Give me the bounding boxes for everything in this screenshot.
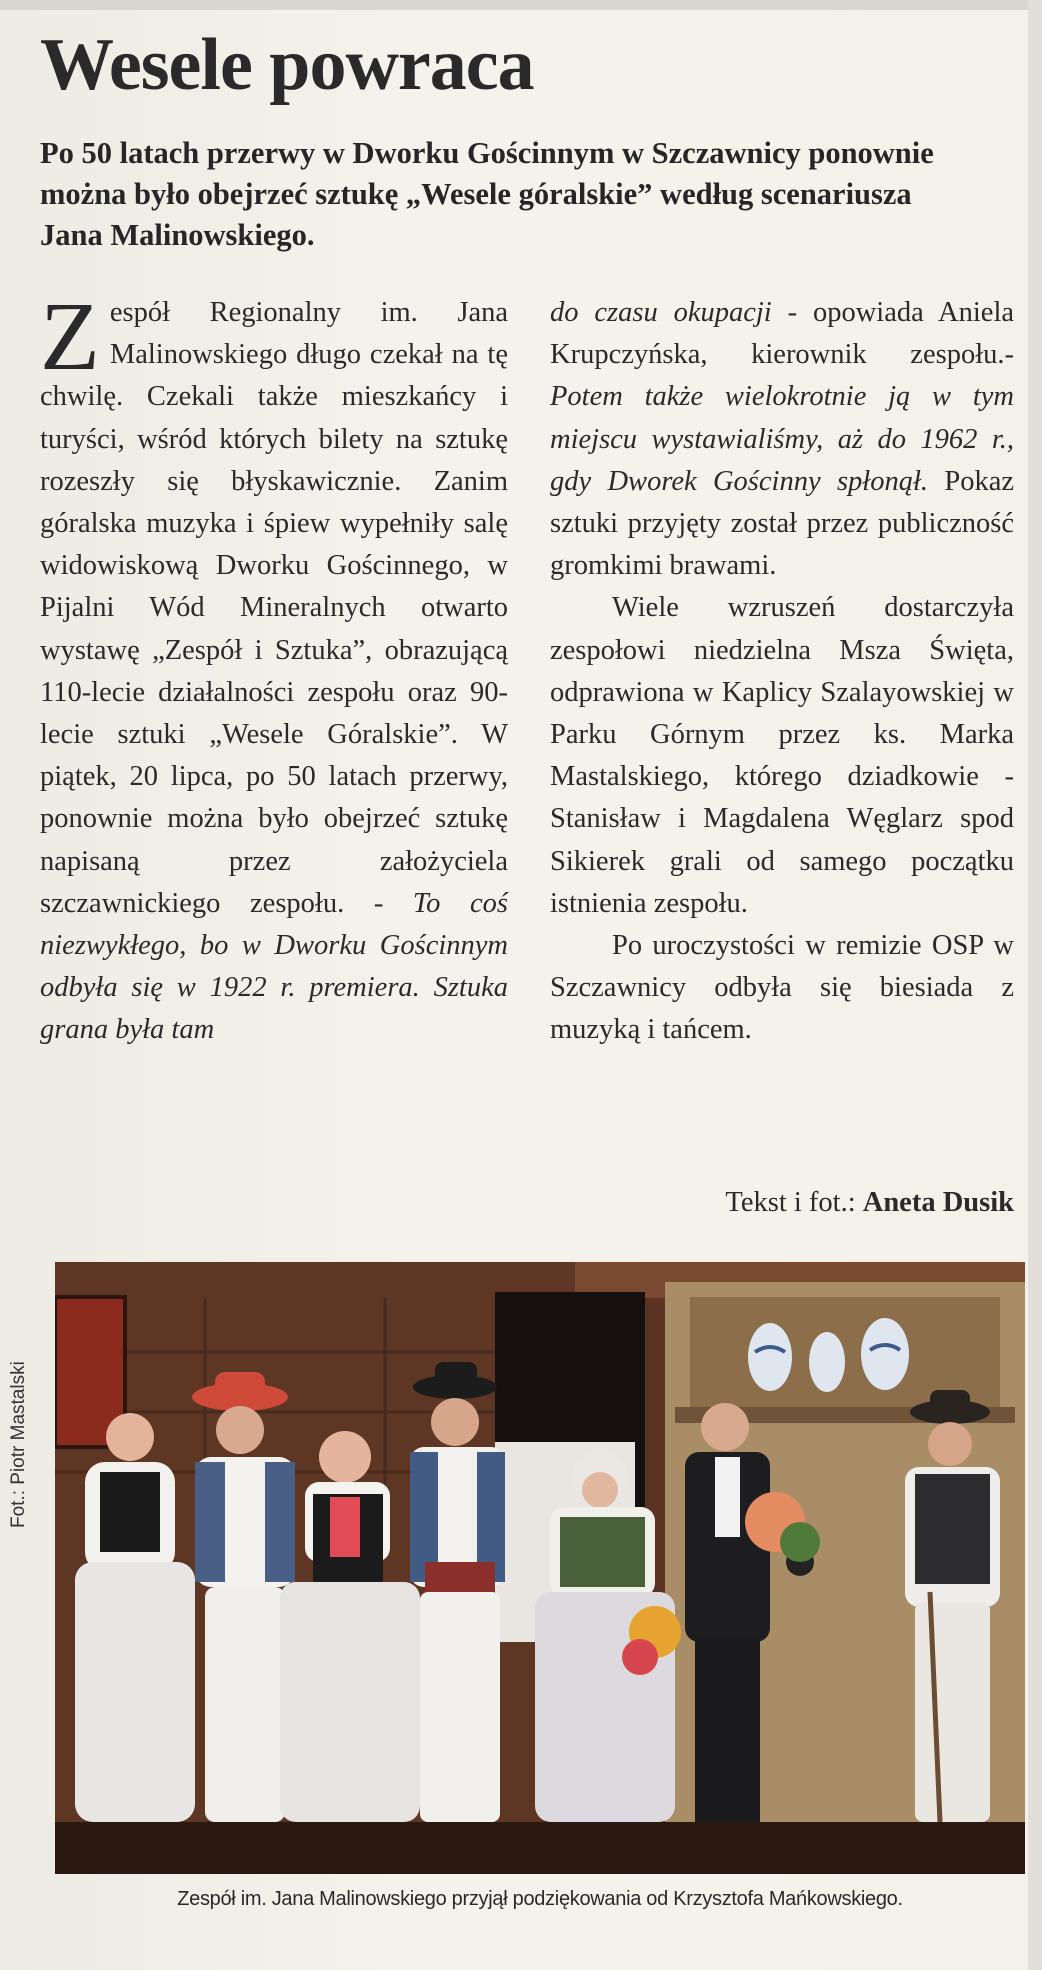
jug (861, 1318, 909, 1390)
drop-cap: Z (40, 283, 100, 391)
article-column-left (40, 283, 508, 1052)
photo-credit (0, 1300, 30, 1530)
photo (55, 1262, 1025, 1874)
jug (748, 1323, 792, 1391)
clipping-edge-right (1028, 0, 1042, 1970)
byline (550, 1182, 1014, 1224)
photo-caption: Zespół im. Jana Malinowskiego przyjął podziękowania od Krzysztofa Mańkowskiego. (177, 1888, 903, 1910)
photo-illustration (55, 1262, 1025, 1874)
right-paragraph-2: Wiele wzruszeń dostarczyła zespołowi niedzielna Msza Święta, odprawiona w Kaplicy Szalayowskiej w Parku Górnym przez ks. Marka Mastalskiego, którego dziadkowie - Stanisław i Magdalena Węglarz spod Sikierek grali od samego początku istnienia zespołu. (550, 592, 1014, 919)
body-fragment: - opowiada Aniela Krupczyńska, kierownik zespołu.- (550, 297, 1015, 371)
quote-fragment: Potem także wielokrotnie ją w tym miejscu wystawialiśmy, aż do 1962 r., gdy Dworek Gościnny spłonął. (550, 381, 1014, 497)
byline-author: Aneta Dusik (862, 1187, 1014, 1218)
article-column-right (550, 292, 1014, 1052)
right-paragraph-3: Po uroczystości w remizie OSP w Szczawnicy odbyła się biesiada z muzyką i tańcem. (550, 930, 1014, 1046)
left-column-body: espół Regionalny im. Jana Malinowskiego długo czekał na tę chwilę. Czekali także mieszkańcy i turyści, wśród których bilety na sztukę rozeszły się błyskawicznie. Zanim góralska muzyka i śpiew wypełniły salę widowiskową Dworku Gościnnego, w Pijalni Wód Mineralnych otwarto wystawę „Zespół i Sztuka”, obrazującą 110-lecie działalności zespołu oraz 90-lecie sztuki „Wesele Góralskie”. W piątek, 20 lipca, po 50 latach przerwy, ponownie można było obejrzeć sztukę napisaną przez założyciela szczawnickiego zespołu. (40, 297, 508, 919)
quote-fragment: do czasu okupacji (550, 297, 772, 328)
headline: Wesele powraca (40, 24, 534, 106)
lead-paragraph: Po 50 latach przerwy w Dworku Gościnnym w Szczawnicy ponownie można było obejrzeć sztukę „Wesele góralskie” według scenariusza Jana Malinowskiego. (40, 136, 934, 252)
clipping-edge-top (0, 0, 1042, 10)
jug (809, 1332, 845, 1392)
left-column-quote: - To coś niezwykłego, bo w Dworku Gościnnym odbyła się w 1922 r. premiera. Sztuka grana była tam (40, 887, 508, 1046)
photo-credit-text: Fot.: Piotr Mastalski (8, 1361, 29, 1528)
right-paragraph-1 (550, 292, 1014, 587)
byline-prefix: Tekst i fot.: (725, 1187, 863, 1218)
body-fragment: Pokaz sztuki przyjęty został przez publiczność gromkimi brawami. (550, 465, 1014, 582)
